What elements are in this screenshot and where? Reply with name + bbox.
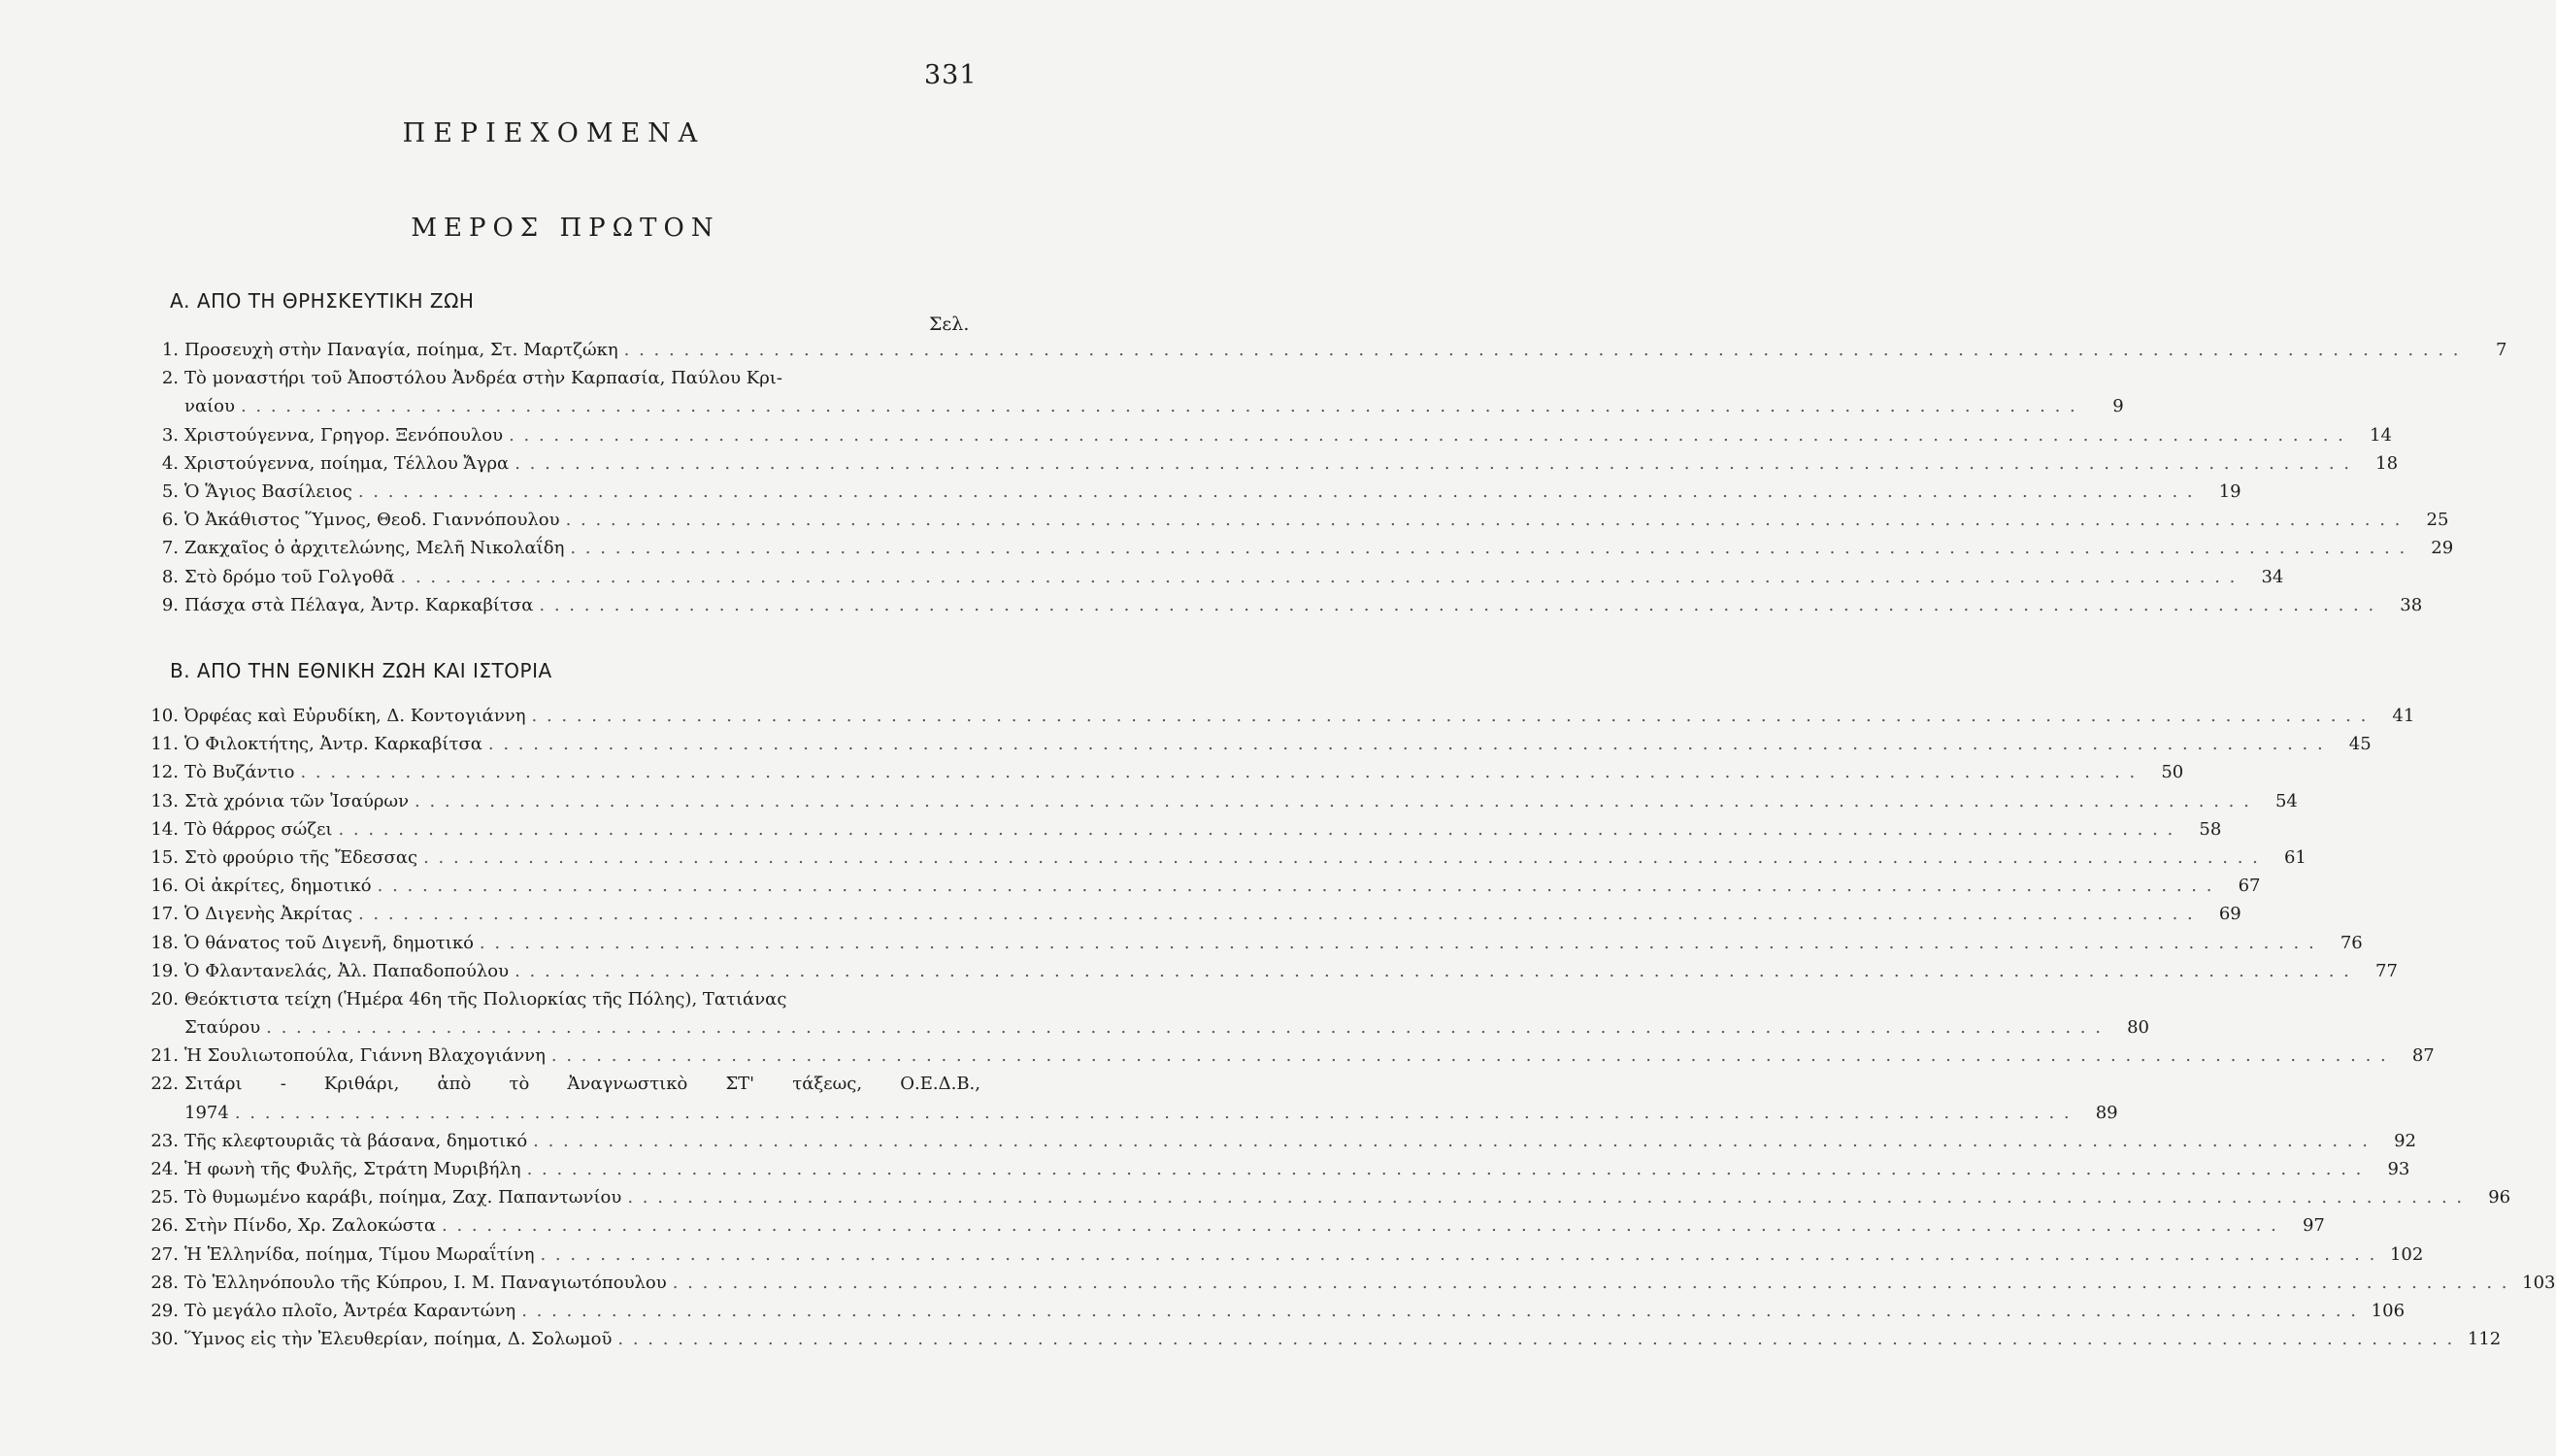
- toc-entry: [134, 478, 2241, 506]
- entry-number: 15.: [150, 846, 179, 868]
- dot-leader: [540, 1241, 2376, 1269]
- dot-leader: [515, 449, 2351, 478]
- entry-number: 6.: [161, 510, 179, 531]
- entry-page: 102: [2389, 1243, 2424, 1265]
- entry-number: 16.: [150, 876, 179, 897]
- entry-number: 20.: [150, 988, 179, 1009]
- dot-leader: [235, 1099, 2072, 1127]
- entry-page: 96: [2488, 1187, 2511, 1208]
- toc-entry: [134, 758, 2184, 786]
- toc-entry: [134, 1042, 2435, 1070]
- entry-number: 23.: [150, 1130, 179, 1151]
- entry-title: Προσευχὴ στὴν Παναγία, ποίημα, Στ. Μαρτζώκη: [184, 340, 618, 360]
- entry-number: 18.: [150, 932, 179, 953]
- entry-title: Τὸ μοναστήρι τοῦ Ἀποστόλου Ἀνδρέα στὴν Καρπασία, Παύλου Κρι-: [184, 368, 782, 389]
- entry-number: 10.: [150, 706, 179, 726]
- entry-page: 89: [2095, 1102, 2118, 1123]
- dot-leader: [241, 392, 2077, 420]
- entry-title: Τὸ Βυζάντιο: [184, 762, 295, 783]
- entry-number: 22.: [150, 1074, 179, 1095]
- entry-number: 24.: [150, 1159, 179, 1180]
- entry-number: 3.: [161, 424, 179, 446]
- toc-entry-line: [134, 1099, 2118, 1127]
- dot-leader: [480, 929, 2316, 957]
- entry-page: 18: [2375, 452, 2399, 474]
- toc-entry: [134, 702, 2415, 730]
- dot-leader: [488, 730, 2325, 758]
- entry-page: 77: [2375, 960, 2398, 981]
- entry-title: Θεόκτιστα τείχη (Ἡμέρα 46η τῆς Πολιορκίας τῆς Πόλης), Τατιάνας: [184, 988, 787, 1009]
- dot-leader: [551, 1042, 2388, 1070]
- entry-title: Σιτάρι - Κριθάρι, ἀπὸ τὸ Ἀναγνωστικὸ ΣΤ' τάξεως, Ο.Ε.Δ.Β.,: [184, 1074, 980, 1095]
- entry-number: 19.: [150, 960, 179, 981]
- entry-title: Στὸ φρούριο τῆς Ἔδεσσας: [184, 846, 418, 868]
- toc-entry: [134, 563, 2284, 591]
- entry-page: 87: [2411, 1045, 2435, 1067]
- entry-title: Ζακχαῖος ὁ ἀρχιτελώνης, Μελῆ Νικολαΐδη: [184, 538, 565, 559]
- toc-entry-line: [134, 985, 980, 1013]
- entry-number: 11.: [150, 734, 179, 755]
- toc-entry: [134, 449, 2399, 478]
- toc-entry: [134, 1325, 2502, 1353]
- entry-page: 38: [2400, 594, 2423, 615]
- dot-leader: [533, 1127, 2370, 1155]
- toc-entry: [134, 364, 2124, 420]
- entry-page: 50: [2161, 762, 2184, 783]
- entry-page: 93: [2387, 1159, 2410, 1180]
- entry-title: Στὴν Πίνδο, Χρ. Ζαλοκώστα: [184, 1215, 437, 1237]
- toc-entry: [134, 534, 2454, 562]
- entry-page: 97: [2302, 1215, 2325, 1237]
- entry-number: 26.: [150, 1215, 179, 1237]
- entry-title: Πάσχα στὰ Πέλαγα, Ἀντρ. Καρκαβίτσα: [184, 594, 534, 615]
- dot-leader: [338, 815, 2174, 844]
- entry-page: 41: [2392, 706, 2415, 726]
- toc-entry: [134, 985, 2149, 1042]
- entry-number: 9.: [161, 594, 179, 615]
- entry-title: Ἡ φωνὴ τῆς Φυλῆς, Στράτη Μυριβήλη: [184, 1159, 521, 1180]
- dot-leader: [539, 591, 2375, 619]
- entry-title-continued: 1974: [184, 1102, 229, 1123]
- toc-entry: [134, 1183, 2511, 1211]
- entry-page: 106: [2371, 1300, 2406, 1321]
- toc-entry: [134, 844, 2307, 872]
- entry-title: Στὰ χρόνια τῶν Ἰσαύρων: [184, 790, 410, 811]
- page-column-label: Σελ.: [929, 314, 970, 335]
- entry-title: Ὁ Διγενὴς Ἀκρίτας: [184, 904, 352, 925]
- dot-leader: [358, 478, 2195, 506]
- entry-number: 25.: [150, 1187, 179, 1208]
- dot-leader: [401, 563, 2238, 591]
- entry-number: 17.: [150, 904, 179, 925]
- entry-title: Τῆς κλεφτουριᾶς τὰ βάσανα, δημοτικό: [184, 1130, 528, 1151]
- toc-entry-line: [134, 1013, 2149, 1042]
- dot-leader: [521, 1297, 2358, 1325]
- entry-number: 2.: [161, 368, 179, 389]
- entry-title: Ὕμνος εἰς τὴν Ἐλευθερίαν, ποίημα, Δ. Σολωμοῦ: [184, 1329, 613, 1350]
- entry-number: 5.: [161, 480, 179, 502]
- toc-entry: [134, 1269, 2556, 1297]
- entry-page: 92: [2394, 1130, 2416, 1151]
- page-number: 331: [924, 60, 978, 90]
- entry-number: 1.: [161, 340, 179, 360]
- entry-number: 30.: [150, 1329, 179, 1350]
- toc-entry: [134, 957, 2398, 985]
- entry-number: 14.: [150, 818, 179, 840]
- entry-page: 76: [2340, 932, 2363, 953]
- toc-entry: [134, 815, 2222, 844]
- entry-title: Ἡ Σουλιωτοπούλα, Γιάννη Βλαχογιάννη: [184, 1045, 546, 1067]
- entry-page: 112: [2467, 1329, 2502, 1350]
- entry-page: 61: [2283, 846, 2307, 868]
- toc-entry: [134, 900, 2241, 928]
- entry-page: 29: [2431, 538, 2454, 559]
- dot-leader: [266, 1013, 2103, 1042]
- dot-leader: [423, 844, 2260, 872]
- toc-entry: [134, 787, 2298, 815]
- dot-leader: [300, 758, 2137, 786]
- entry-title: Χριστούγεννα, ποίημα, Τέλλου Ἄγρα: [184, 452, 510, 474]
- section-title-b: Β. ΑΠΟ ΤΗΝ ΕΘΝΙΚΗ ΖΩΗ ΚΑΙ ΙΣΤΟΡΙΑ: [170, 659, 552, 682]
- dot-leader: [378, 872, 2214, 900]
- entry-title: Ὀρφέας καὶ Εὐρυδίκη, Δ. Κοντογιάννη: [184, 706, 526, 726]
- entry-number: 4.: [161, 452, 179, 474]
- entry-title: Τὸ θυμωμένο καράβι, ποίημα, Ζαχ. Παπαντωνίου: [184, 1187, 622, 1208]
- part-title: ΜΕΡΟΣ ΠΡΩΤΟΝ: [411, 214, 720, 243]
- entry-page: 103: [2522, 1272, 2556, 1293]
- dot-leader: [566, 506, 2403, 534]
- toc-entry-line: [134, 364, 980, 392]
- dot-leader: [358, 900, 2195, 928]
- entry-page: 80: [2127, 1017, 2149, 1039]
- toc-entry: [134, 1070, 2118, 1126]
- entry-page: 69: [2218, 904, 2241, 925]
- dot-leader: [570, 534, 2407, 562]
- entry-page: 14: [2370, 424, 2392, 446]
- dot-leader: [515, 957, 2351, 985]
- toc-entry: [134, 929, 2363, 957]
- dot-leader: [624, 336, 2461, 364]
- entry-number: 7.: [161, 538, 179, 559]
- entry-page: 67: [2238, 876, 2261, 897]
- toc-section-b: [134, 702, 2556, 1353]
- toc-entry: [134, 421, 2392, 449]
- toc-entry: [134, 730, 2372, 758]
- entry-number: 12.: [150, 762, 179, 783]
- entry-page: 58: [2199, 818, 2222, 840]
- entry-page: 34: [2261, 566, 2284, 587]
- entry-page: 7: [2496, 340, 2507, 360]
- entry-title: Ἡ Ἑλληνίδα, ποίημα, Τίμου Μωραΐτίνη: [184, 1243, 535, 1265]
- toc-entry: [134, 1127, 2416, 1155]
- entry-number: 28.: [150, 1272, 179, 1293]
- entry-number: 21.: [150, 1045, 179, 1067]
- entry-number: 8.: [161, 566, 179, 587]
- entry-number: 27.: [150, 1243, 179, 1265]
- main-title: ΠΕΡΙΕΧΟΜΕΝΑ: [402, 118, 706, 149]
- toc-entry: [134, 1297, 2406, 1325]
- entry-page: 9: [2112, 396, 2124, 417]
- entry-page: 25: [2426, 510, 2449, 531]
- toc-entry-line: [134, 392, 2124, 420]
- toc-entry: [134, 506, 2449, 534]
- entry-title: Χριστούγεννα, Γρηγορ. Ξενόπουλου: [184, 424, 504, 446]
- dot-leader: [509, 421, 2345, 449]
- entry-title: Ὁ Φλαντανελάς, Ἀλ. Παπαδοπούλου: [184, 960, 510, 981]
- toc-entry: [134, 591, 2423, 619]
- dot-leader: [673, 1269, 2509, 1297]
- section-title-a: Α. ΑΠΟ ΤΗ ΘΡΗΣΚΕΥΤΙΚΗ ΖΩΗ: [170, 289, 475, 313]
- toc-entry: [134, 1241, 2424, 1269]
- toc-entry: [134, 872, 2261, 900]
- dot-leader: [415, 787, 2251, 815]
- dot-leader: [532, 702, 2369, 730]
- dot-leader: [617, 1325, 2454, 1353]
- entry-page: 19: [2218, 480, 2241, 502]
- toc-entry: [134, 336, 2507, 364]
- entry-title: Τὸ μεγάλο πλοῖο, Ἀντρέα Καραντώνη: [184, 1300, 516, 1321]
- entry-title: Ὁ Φιλοκτήτης, Ἀντρ. Καρκαβίτσα: [184, 734, 482, 755]
- entry-title-continued: ναίου: [184, 396, 235, 417]
- dot-leader: [627, 1183, 2464, 1211]
- entry-page: 54: [2274, 790, 2298, 811]
- entry-title: Τὸ Ἑλληνόπουλο τῆς Κύπρου, Ι. Μ. Παναγιωτόπουλου: [184, 1272, 667, 1293]
- entry-page: 45: [2348, 734, 2372, 755]
- entry-title-continued: Σταύρου: [184, 1017, 261, 1039]
- toc-entry: [134, 1155, 2410, 1183]
- entry-title: Ὁ Ἅγιος Βασίλειος: [184, 480, 352, 502]
- entry-title: Τὸ θάρρος σώζει: [184, 818, 333, 840]
- dot-leader: [442, 1211, 2278, 1240]
- toc-entry: [134, 1211, 2325, 1240]
- toc-entry-line: [134, 1070, 980, 1098]
- toc-section-a: [134, 336, 2507, 619]
- entry-title: Στὸ δρόμο τοῦ Γολγοθᾶ: [184, 566, 395, 587]
- entry-title: Ὁ Ἀκάθιστος Ὕμνος, Θεοδ. Γιαννόπουλου: [184, 510, 560, 531]
- entry-title: Ὁ θάνατος τοῦ Διγενῆ, δημοτικό: [184, 932, 474, 953]
- entry-number: 13.: [150, 790, 179, 811]
- entry-number: 29.: [150, 1300, 179, 1321]
- dot-leader: [527, 1155, 2364, 1183]
- entry-title: Οἱ ἀκρίτες, δημοτικό: [184, 876, 372, 897]
